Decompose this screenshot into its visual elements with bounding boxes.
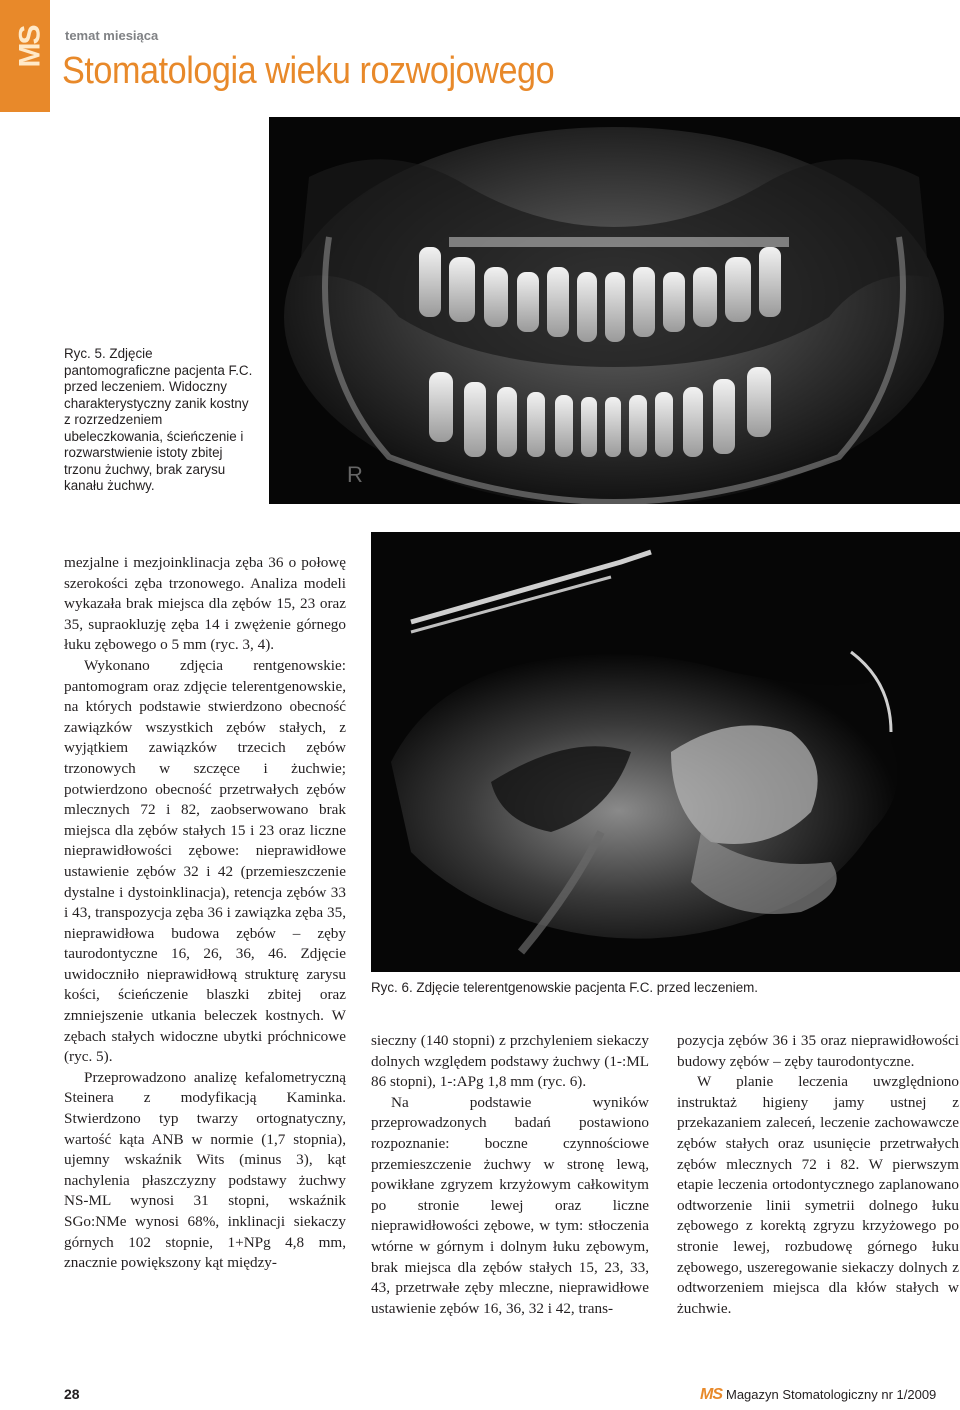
column2-paragraph: sieczny (140 stopni) z przchyleniem siekaczy dolnych względem podstawy żuchwy (1-:ML 86 stopni), 1-:APg 1,8 mm (ryc. 6). [371,1032,649,1091]
page-number: 28 [64,1386,80,1402]
column2-paragraph: Na podstawie wyników przeprowadzonych badań postawiono rozpoznanie: boczne czynnościowe przemieszczenie żuchwy w stronę lewą, powikłane zgryzem krzyżowym całkowitym po stronie lewej oraz liczne nieprawidłowości zębowe, w tym: stłoczenia wtórne w górnym i dolnym łuku zębowym, brak miejsca dla zębów stałych 15, 23, 33, 43, przetrwałe zęby mleczne, nieprawidłowe ustawienie zębów 16, 36, 32 i 42, trans- [371,1093,649,1317]
footer-logo: MS [700,1386,722,1403]
magazine-logo [0,0,50,112]
figure5-caption: Ryc. 5. Zdjęcie pantomograficzne pacjenta F.C. przed leczeniem. Widoczny charakterystyczny zanik kostny z rozrzedzeniem ubeleczkowania, ścieńczenie i rozwarstwienie istoty zbitej trzonu żuchwy, brak zarysu kanału żuchwy. [64,346,253,493]
footer-journal [700,1386,936,1404]
magazine-logo-text: MS [13,26,47,68]
figure6-caption: Ryc. 6. Zdjęcie telerentgenowskie pacjenta F.C. przed leczeniem. [371,980,759,995]
article-column-1 [64,553,346,1274]
cephalometric-xray-image [371,532,960,972]
panoramic-xray-image [269,117,960,504]
column1-paragraph: Przeprowadzono analizę kefalometryczną Steinera z modyfikacją Kaminka. Stwierdzono typ twarzy ortognatyczny, wartość kąta ANB w normie (1,7 stopnia), ujemny wskaźnik Wits (minus 3), kąt nachylenia płaszczyzny podstawy żuchwy NS-ML wynosi 31 stopni, wskaźnik SGo:NMe wynosi 68%, inklinacji siekaczy górnych 102 stopnie, 1+NPg 4,8 mm, znacznie powiększony kąt między- [64,1068,346,1272]
column3-paragraph: pozycja zębów 36 i 35 oraz nieprawidłowości budowy zębów – zęby taurodontyczne. [677,1032,959,1070]
column1-paragraph: Wykonano zdjęcia rentgenowskie: pantomogram oraz zdjęcie telerentgenowskie, na których podstawie stwierdzono obecność zawiązków wszystkich zębów stałych, z wyjątkiem zawiązków trzecich zębów trzonowych w szczęce i żuchwie; potwierdzono obecność przetrwałych zębów mlecznych 72 i 82, zaobserwowano brak miejsca dla zębów stałych 15 i 23 oraz liczne nieprawidłowości zębowe: nieprawidłowe ustawienie zębów 32 i 42 (przemieszczenie dystalne i dystoinklinacja), retencja zębów 33 i 43, transpozycja zęba 36 i zawiązka zęba 35, nieprawidłowa budowa zębów – zęby taurodontyczne 16, 26, 36, 46. Zdjęcie uwidoczniło nieprawidłową strukturę zarysu kości, ścieńczenie blaszki zbitej oraz zmniejszenie utkania beleczek kostnych. W zębach stałych widoczne ubytki próchnicowe (ryc. 5). [64,656,346,1066]
page-title: Stomatologia wieku rozwojowego [62,50,555,92]
column1-paragraph: mezjalne i mezjoinklinacja zęba 36 o połowę szerokości zęba trzonowego. Analiza modeli wykazała brak miejsca dla zębów 15, 23 oraz 35, supraokluzję zęba 14 i zwężenie górnego łuku zębowego o 5 mm (ryc. 3, 4). [64,554,346,654]
footer-journal-name: Magazyn Stomatologiczny nr 1/2009 [726,1387,937,1402]
article-column-3 [677,1031,959,1319]
column3-paragraph: W planie leczenia uwzględniono instruktaż higieny jamy ustnej z przekazaniem zaleceń, leczenie zachowawcze zębów stałych oraz usunięcie przetrwałych zębów mlecznych 72 i 82. W pierwszym etapie leczenia ortodontycznego zaplanowano odtworzenie linii symetrii dolnego łuku zębowego z korektą zgryzu krzyżowego po stronie lewej, rozbudowę górnego łuku zębowego, uszeregowanie siekaczy dolnych z odtworzeniem miejsca dla kłów stałych w żuchwie. [677,1073,959,1317]
article-column-2 [371,1031,649,1319]
xray-side-marker: R [347,462,363,487]
section-label: temat miesiąca [65,28,159,43]
